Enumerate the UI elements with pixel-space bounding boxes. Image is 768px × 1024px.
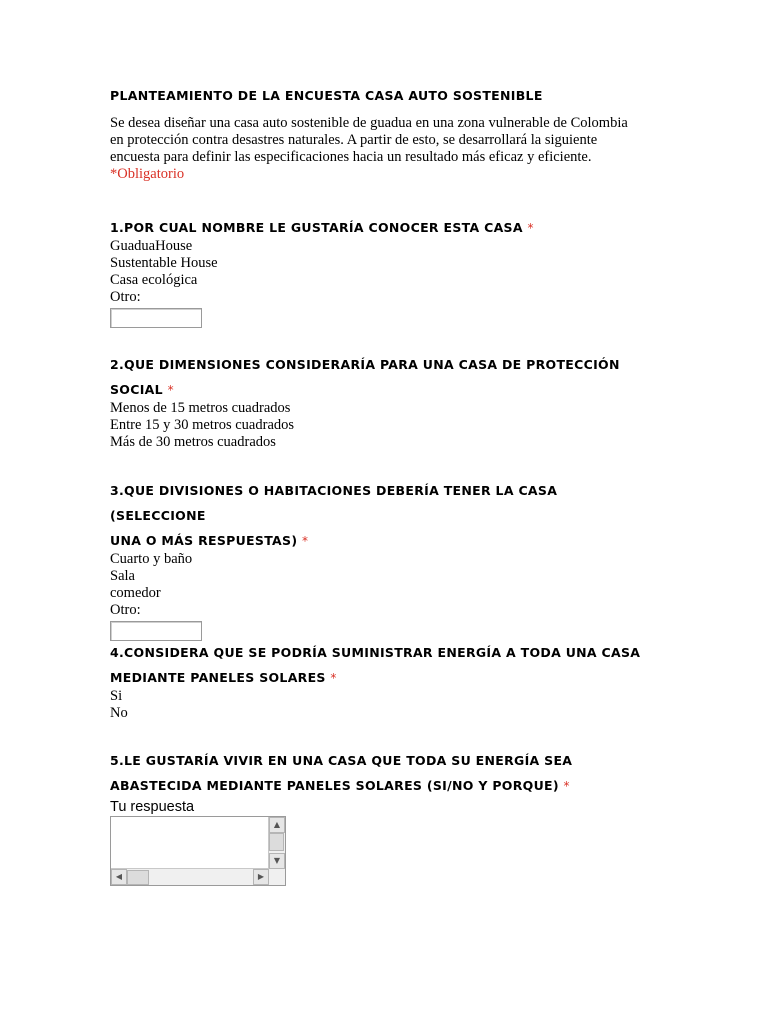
scroll-left-icon[interactable]: ◀ xyxy=(111,869,127,885)
question-2 xyxy=(110,352,620,451)
question-5-title: 5.LE GUSTARÍA VIVIR EN UNA CASA QUE TODA SU ENERGÍA SEA xyxy=(110,753,573,768)
scroll-corner xyxy=(269,869,285,885)
option-entre-15-30[interactable]: Entre 15 y 30 metros cuadrados xyxy=(110,417,295,433)
question-4-title: 4.CONSIDERA QUE SE PODRÍA SUMINISTRAR ENERGÍA A TODA UNA CASA xyxy=(110,645,641,660)
question-2-title-cont: SOCIAL xyxy=(110,382,163,397)
question-1-options xyxy=(110,238,534,328)
option-si[interactable]: Si xyxy=(110,688,123,704)
required-asterisk: * xyxy=(302,534,309,548)
required-asterisk: * xyxy=(527,221,534,235)
question-5-title-cont: ABASTECIDA MEDIANTE PANELES SOLARES (SI/NO Y PORQUE) xyxy=(110,778,559,793)
question-2-title: 2.QUE DIMENSIONES CONSIDERARÍA PARA UNA CASA DE PROTECCIÓN xyxy=(110,357,620,372)
option-guaduahouse[interactable]: GuaduaHouse xyxy=(110,238,193,254)
option-otro[interactable]: Otro: xyxy=(110,289,141,305)
option-mas-30[interactable]: Más de 30 metros cuadrados xyxy=(110,434,276,450)
question-3 xyxy=(110,478,650,641)
scroll-down-icon[interactable]: ▼ xyxy=(269,853,285,869)
question-1 xyxy=(110,215,534,328)
survey-title: PLANTEAMIENTO DE LA ENCUESTA CASA AUTO SOSTENIBLE xyxy=(110,88,543,103)
required-asterisk: * xyxy=(330,671,337,685)
scroll-thumb[interactable] xyxy=(127,870,149,885)
question-4-title-cont: MEDIANTE PANELES SOLARES xyxy=(110,670,326,685)
question-3-options xyxy=(110,551,650,641)
otro-text-input[interactable] xyxy=(110,308,202,328)
required-asterisk: * xyxy=(167,383,174,397)
question-4-options xyxy=(110,688,640,722)
intro-text: Se desea diseñar una casa auto sostenible de guadua en una zona vulnerable de Colombia en protección contra desastres naturales. A partir de esto, se desarrollará la siguiente encuesta para definir las especificaciones hacia un resultado más eficaz y eficiente. xyxy=(110,115,628,165)
scroll-right-icon[interactable]: ▶ xyxy=(253,869,269,885)
question-4 xyxy=(110,640,640,722)
option-no[interactable]: No xyxy=(110,705,128,721)
horizontal-scrollbar[interactable] xyxy=(111,868,269,885)
required-asterisk: * xyxy=(563,779,570,793)
required-note: *Obligatorio xyxy=(110,166,185,182)
scroll-up-icon[interactable]: ▲ xyxy=(269,817,285,833)
question-3-title: 3.QUE DIVISIONES O HABITACIONES DEBERÍA TENER LA CASA (SELECCIONE xyxy=(110,483,558,523)
question-2-options xyxy=(110,400,620,451)
answer-textarea[interactable] xyxy=(110,816,286,886)
vertical-scrollbar[interactable] xyxy=(268,817,285,869)
otro-text-input[interactable] xyxy=(110,621,202,641)
option-comedor[interactable]: comedor xyxy=(110,585,161,601)
scroll-thumb[interactable] xyxy=(269,833,284,851)
question-3-title-cont: UNA O MÁS RESPUESTAS) xyxy=(110,533,298,548)
question-1-title: 1.POR CUAL NOMBRE LE GUSTARÍA CONOCER ESTA CASA xyxy=(110,220,523,235)
question-5 xyxy=(110,748,572,886)
option-menos-15[interactable]: Menos de 15 metros cuadrados xyxy=(110,400,291,416)
option-otro[interactable]: Otro: xyxy=(110,602,141,618)
survey-description xyxy=(110,115,640,183)
option-cuarto-bano[interactable]: Cuarto y baño xyxy=(110,551,193,567)
option-sustentable-house[interactable]: Sustentable House xyxy=(110,255,218,271)
answer-label: Tu respuesta xyxy=(110,799,195,815)
option-sala[interactable]: Sala xyxy=(110,568,135,584)
option-casa-ecologica[interactable]: Casa ecológica xyxy=(110,272,198,288)
